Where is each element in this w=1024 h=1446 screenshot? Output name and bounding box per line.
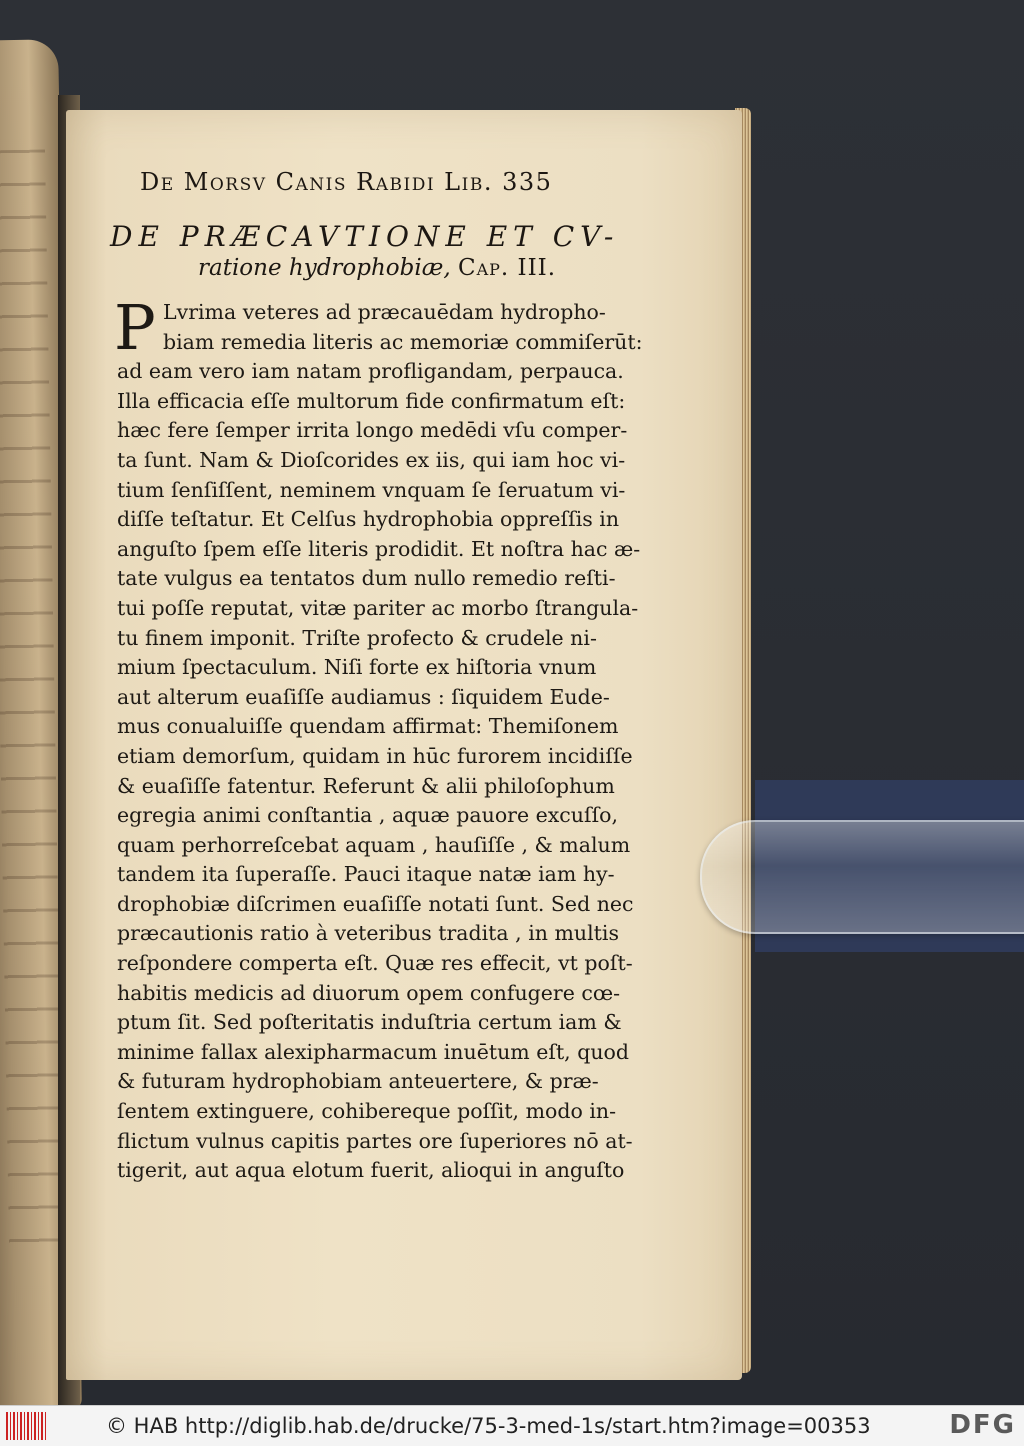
chapter-number: Cap. III.	[457, 255, 557, 281]
text-line: & futuram hydrophobiam anteuertere, & præ-	[117, 1069, 599, 1094]
text-line: tandem ita ſuperaſſe. Pauci itaque natæ iam hy-	[117, 862, 615, 887]
text-line: flictum vulnus capitis partes ore ſuperiores nō at-	[117, 1128, 633, 1153]
previous-page-bleed	[0, 149, 64, 1250]
text-line: anguſto ſpem eſſe literis prodidit. Et noſtra hac æ-	[117, 536, 641, 561]
text-line: reſpondere comperta eſt. Quæ res effecit, vt poſt-	[117, 951, 633, 976]
text-line: aut alterum euaſiſſe audiamus : ſiquidem Eude-	[117, 684, 610, 709]
text-line: ſentem extinguere, cohibereque poſſit, modo in-	[117, 1099, 617, 1124]
text-line: quam perhorreſcebat aquam , hauſiſſe , & malum	[117, 832, 631, 857]
running-head: De Morsv Canis Rabidi Lib. 335	[140, 168, 553, 196]
text-line: tu finem imponit. Triſte profecto & crudele ni-	[117, 625, 597, 650]
text-line: ad eam vero iam natam profligandam, perpauca.	[117, 359, 624, 384]
text-line: præcautionis ratio à veteribus tradita , in multis	[117, 921, 619, 946]
text-line: etiam demorſum, quidam in hūc furorem incidiſſe	[117, 743, 633, 768]
text-line: mus conualuiſſe quendam affirmat: Themiſonem	[117, 714, 619, 739]
text-line: hæc fere ſemper irrita longo medēdi vſu comper-	[117, 418, 628, 443]
heading-line-2	[198, 255, 670, 281]
body-text	[114, 291, 642, 1186]
footer-bar	[0, 1405, 1024, 1446]
barcode-icon	[6, 1412, 46, 1440]
text-line: minime fallax alexipharmacum inuētum eſt, quod	[117, 1039, 630, 1064]
text-line: tigerit, aut aqua elotum fuerit, alioqui in anguſto	[117, 1158, 625, 1183]
text-line: ta ſunt. Nam & Dioſcorides ex iis, qui iam hoc vi-	[117, 447, 626, 472]
text-line: biam remedia literis ac memoriæ commiſerūt:	[163, 329, 642, 354]
glass-page-weight	[700, 820, 1024, 934]
heading-line-1: DE PRÆCAVTIONE ET CV-	[110, 220, 620, 253]
chapter-heading	[110, 220, 670, 281]
text-line: habitis medicis ad diuorum opem confugere cœ-	[117, 980, 621, 1005]
drop-cap: P	[114, 291, 156, 364]
text-line: tate vulgus ea tentatos dum nullo remedio reſti-	[117, 566, 616, 591]
text-line: mium ſpectaculum. Niſi forte ex hiſtoria vnum	[117, 655, 597, 680]
footer-credit[interactable]: © HAB http://diglib.hab.de/drucke/75-3-med-1s/start.htm?image=00353	[106, 1414, 871, 1438]
text-line: egregia animi conſtantia , aquæ pauore excuſſo,	[117, 803, 619, 828]
text-line: ptum ſit. Sed poſteritatis induſtria certum iam &	[117, 1010, 622, 1035]
text-line: & euaſiſſe fatentur. Referunt & alii philoſophum	[117, 773, 615, 798]
text-line: tui poſſe reputat, vitæ pariter ac morbo ſtrangula-	[117, 595, 639, 620]
dfg-logo: DFG	[949, 1410, 1016, 1440]
text-line: Lvrima veteres ad præcauēdam hydropho-	[163, 300, 606, 324]
heading-line-2-italic: ratione hydrophobiæ,	[198, 255, 451, 281]
text-lines	[117, 298, 642, 1186]
text-line: tium ſenſiſſent, neminem vnquam ſe ſeruatum vi-	[117, 477, 626, 502]
text-line: Illa efficacia eſſe multorum fide confirmatum eſt:	[117, 388, 626, 413]
text-line: diſſe teſtatur. Et Celſus hydrophobia oppreſſis in	[117, 507, 620, 532]
text-line: drophobiæ diſcrimen euaſiſſe notati ſunt. Sed nec	[117, 891, 634, 916]
